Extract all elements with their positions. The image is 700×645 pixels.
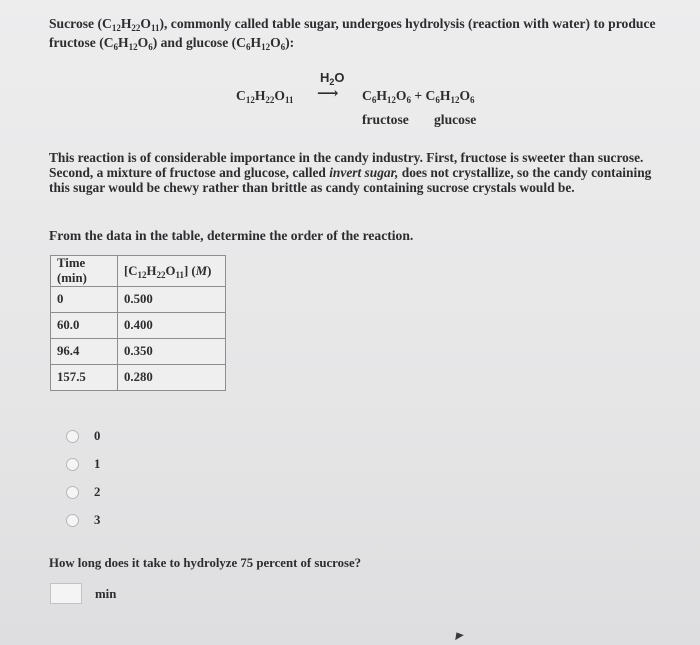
option-order-1[interactable] — [66, 450, 101, 478]
cell-time: 60.0 — [51, 313, 118, 339]
table-header-row — [51, 256, 226, 287]
chemical-equation — [236, 70, 536, 132]
mouse-cursor-icon — [452, 630, 464, 640]
table-row — [51, 339, 226, 365]
cell-conc: 0.400 — [118, 313, 226, 339]
answer-input[interactable] — [50, 583, 82, 604]
radio-button[interactable] — [66, 486, 79, 499]
equation-reactant: $C_{12}H_{22}O_{11}$ — [236, 88, 294, 105]
option-label: 1 — [94, 456, 101, 471]
cell-conc: 0.350 — [118, 339, 226, 365]
question-order: From the data in the table, determine the order of the reaction. — [49, 228, 414, 243]
cell-time: 0 — [51, 287, 118, 313]
cell-time: 157.5 — [51, 365, 118, 391]
concentration-table — [50, 255, 226, 391]
radio-button[interactable] — [66, 458, 79, 471]
table-row — [51, 365, 226, 391]
option-order-2[interactable] — [66, 478, 101, 506]
table-row — [51, 287, 226, 313]
option-order-3[interactable] — [66, 506, 101, 534]
option-label: 0 — [94, 428, 101, 443]
context-paragraph: This reaction is of considerable importance in the candy industry. First, fructose is sweeter than sucrose. Second, a mixture of fructose and glucose, called invert sugar, does not crystallize, so the candy containing this sugar would be chewy rather than brittle as candy containing sucrose crystals would be. — [49, 150, 652, 195]
cell-conc: 0.280 — [118, 365, 226, 391]
reaction-arrow-icon: ⟶ — [317, 86, 339, 102]
radio-button[interactable] — [66, 430, 79, 443]
table-row — [51, 313, 226, 339]
equation-catalyst: $H_2O$ — [320, 70, 345, 87]
question-hydrolysis-time: How long does it take to hydrolyze 75 percent of sucrose? — [49, 556, 362, 570]
option-label: 2 — [94, 484, 101, 499]
header-concentration: $[C_{12}H_{22}O_{11}]$ (M) — [118, 256, 226, 287]
order-options — [66, 422, 101, 534]
radio-button[interactable] — [66, 514, 79, 527]
option-order-0[interactable] — [66, 422, 101, 450]
equation-products: $C_6H_{12}O_6 + C_6H_{12}O_6$ — [362, 88, 475, 105]
option-label: 3 — [94, 512, 101, 527]
answer-unit: min — [95, 587, 117, 601]
intro-text: Sucrose $(C_{12}H_{22}O_{11})$, commonly called table sugar, undergoes hydrolysis (reaction with water) to produce fructose $(C_6H_{12}O_6)$ and glucose $(C_6H_{12}O_6)$: — [49, 16, 656, 52]
label-glucose: glucose — [434, 112, 477, 127]
label-fructose: fructose — [362, 112, 409, 127]
cell-conc: 0.500 — [118, 287, 226, 313]
header-time: Time (min) — [51, 256, 118, 287]
cell-time: 96.4 — [51, 339, 118, 365]
